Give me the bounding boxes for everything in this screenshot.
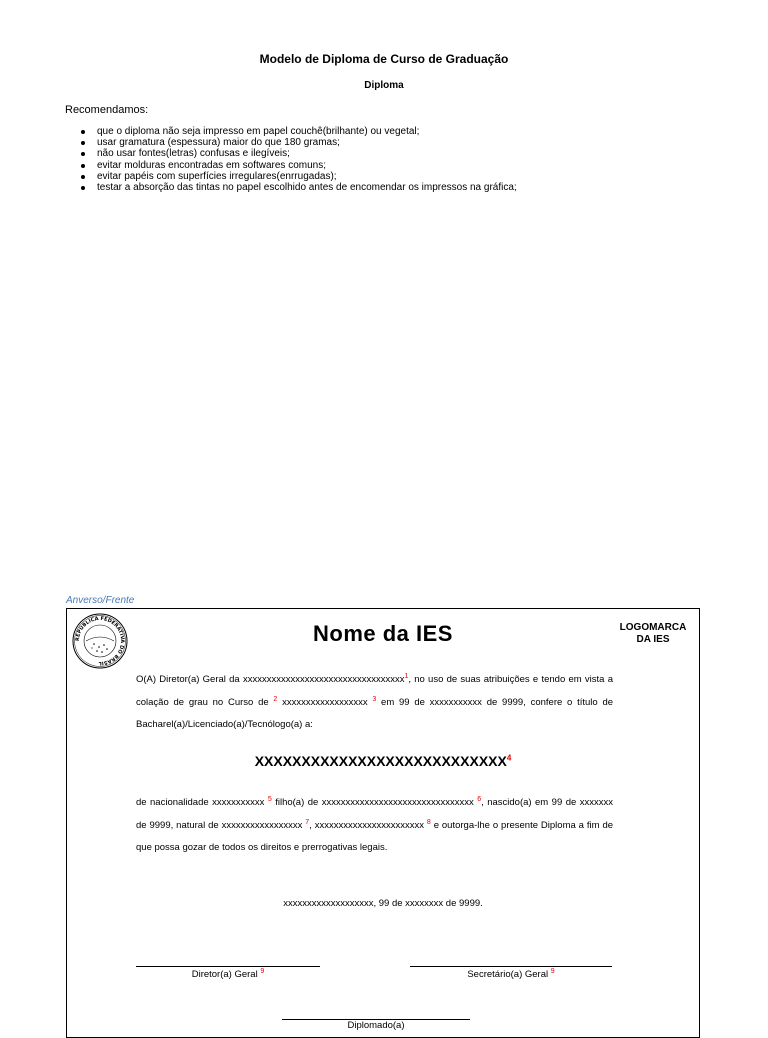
- side-label: Anverso/Frente: [66, 595, 135, 606]
- institution-name: Nome da IES: [313, 621, 453, 646]
- list-item: usar gramatura (espessura) maior do que 180 gramas;: [65, 137, 517, 148]
- secretary-signature-label: Secretário(a) Geral $^9$: [467, 967, 555, 980]
- list-item: não usar fontes(letras) confusas e ilegíveis;: [65, 148, 517, 159]
- field-note-marker: 9: [550, 967, 555, 975]
- recommendations-intro: Recomendamos:: [65, 104, 149, 116]
- field-note-marker: 3: [372, 695, 377, 703]
- page-subtitle: Diploma: [364, 80, 404, 91]
- svg-text:REPÚBLICA FEDERATIVA DO BRASIL: REPÚBLICA FEDERATIVA DO BRASIL: [74, 615, 126, 667]
- field-note-marker: 5: [267, 795, 272, 803]
- list-item: que o diploma não seja impresso em papel couchê(brilhante) ou vegetal;: [65, 126, 517, 137]
- logo-placeholder: LOGOMARCA DA IES: [619, 622, 687, 645]
- director-signature-label: Diretor(a) Geral $^9$: [191, 967, 265, 980]
- secretary-signature-line: [410, 966, 612, 967]
- recommendations-list: [65, 126, 517, 193]
- list-item: evitar molduras encontradas em softwares comuns;: [65, 160, 517, 171]
- graduate-name: XXXXXXXXXXXXXXXXXXXXXXXXXXX$^4$: [254, 753, 512, 769]
- list-item: testar a absorção das tintas no papel escolhido antes de encomendar os impressos na gráfica;: [65, 182, 517, 193]
- list-item: evitar papéis com superfícies irregulares(enrrugadas);: [65, 171, 517, 182]
- diploma-paragraph-1: O(A) Diretor(a) Geral da xxxxxxxxxxxxxxxxxxxxxxxxxxxxxxxxxx$^1$, no uso de suas atribuições e tendo em vista a colação de grau no Curso de $^2$ xxxxxxxxxxxxxxxxxx $^3$ em 99 de xxxxxxxxxxx de 9999, confere o título de Bacharel(a)/Licenciado(a)/Tecnólogo(a) a:: [136, 672, 614, 730]
- graduate-signature-label: Diplomado(a): [347, 1020, 405, 1031]
- diploma-frame: [66, 608, 700, 1038]
- field-note-marker: 9: [260, 967, 265, 975]
- director-signature-line: [136, 966, 320, 967]
- page-title: Modelo de Diploma de Curso de Graduação: [259, 52, 509, 66]
- field-note-marker: 6: [477, 795, 482, 803]
- field-note-marker: 1: [404, 672, 409, 680]
- field-note-marker: 2: [273, 695, 278, 703]
- field-note-marker: 7: [305, 818, 310, 826]
- place-and-date: xxxxxxxxxxxxxxxxxxx, 99 de xxxxxxxx de 9999.: [283, 898, 483, 909]
- field-note-marker: 8: [426, 818, 431, 826]
- diploma-paragraph-2: de nacionalidade xxxxxxxxxxx $^5$ filho(a) de xxxxxxxxxxxxxxxxxxxxxxxxxxxxxxxx $^6$, nascido(a) em 99 de xxxxxxx de 9999, natural de xxxxxxxxxxxxxxxxx $^7$, xxxxxxxxxxxxxxxxxxxxxxx $^8$ e outorga-lhe o presente Diploma a fim de que possa gozar de todos os direitos e prerrogativas legais.: [136, 795, 614, 853]
- field-note-marker: 4: [506, 753, 512, 763]
